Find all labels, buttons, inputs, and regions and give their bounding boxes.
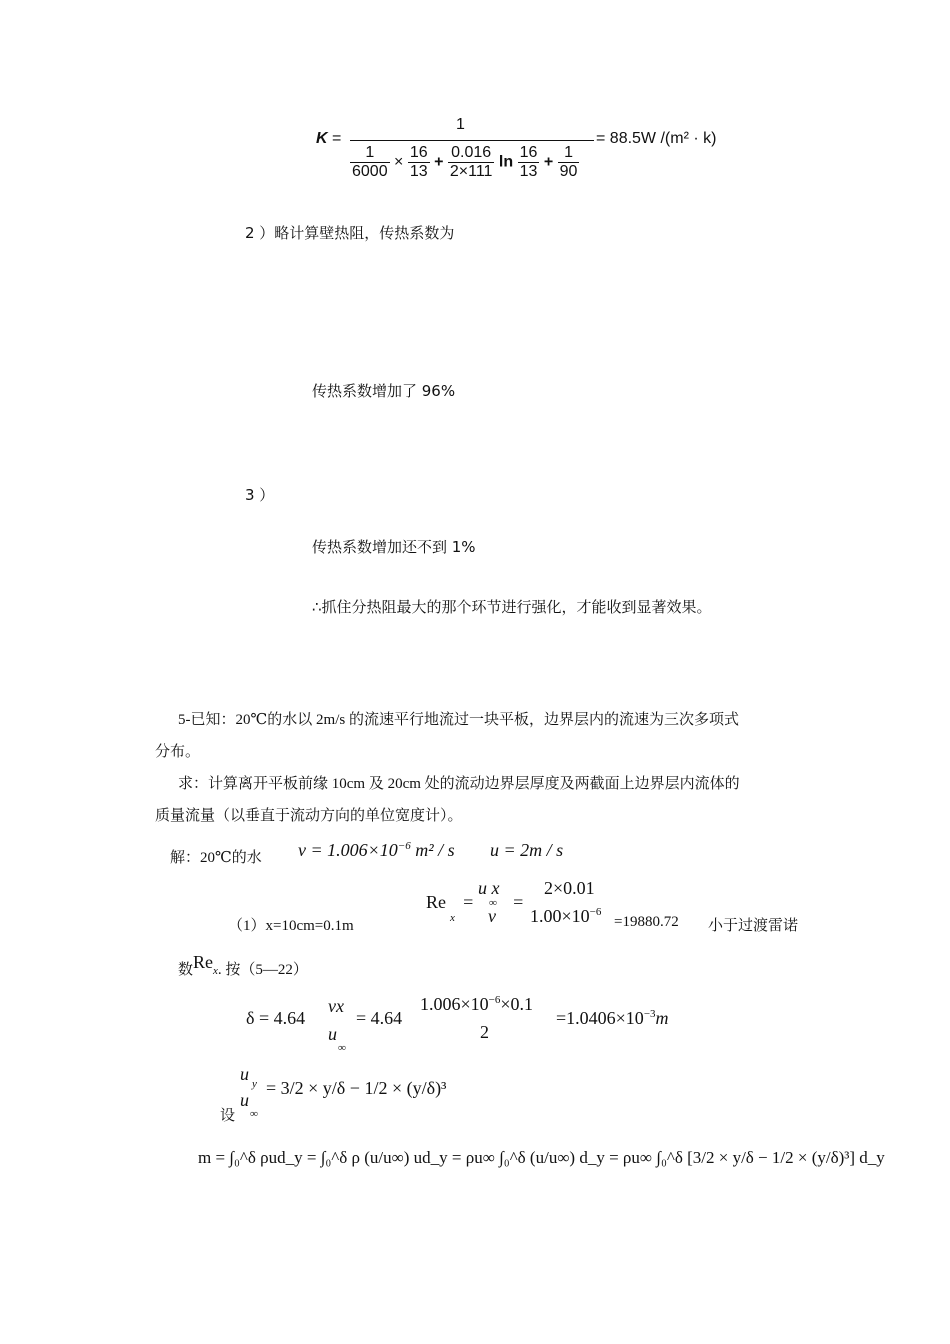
delta-rhs-value: =1.0406×10 [556,1008,644,1028]
profile-lhs-den-sub: ∞ [250,1108,258,1120]
re-den-value: 1.00×10 [530,906,590,926]
profile-lhs-num: u [240,1064,249,1084]
delta-rhs [556,1008,669,1029]
plus-sign: + [434,153,444,171]
re-equals-2: = [512,892,525,912]
term2-num: 16 [409,144,428,161]
delta-mid: = 4.64 [356,1008,403,1028]
delta-rhs-exp: −3 [643,1008,656,1020]
nu-equation [298,840,455,861]
delta-frac-den-sub: ∞ [338,1042,346,1054]
increase-1-text: 传热系数增加还不到 1% [312,538,476,556]
delta-numerator [420,994,533,1015]
re-frac-den: v [488,906,496,926]
re-tail-symbol: Re [193,952,214,972]
re-frac-num: u x [478,878,500,898]
re-symbol [426,892,446,913]
increase-96-text: 传热系数增加了 96% [312,382,456,400]
re-text: Re [426,892,446,912]
k-numerator: 1 [456,116,465,133]
profile-lhs-den: u [240,1090,249,1110]
case-1-label: （1）x=10cm=0.1m [228,918,354,934]
re-tail-prefix: 数 [178,962,194,978]
nu-exponent: −6 [397,840,411,852]
ask-line-2: 质量流量（以垂直于流动方向的单位宽度计）。 [155,808,463,824]
term3-num: 0.016 [451,144,492,161]
k-denominator [350,144,579,181]
delta-frac-den: u [328,1024,337,1044]
item-2-text: 2 ）略计算壁热阻，传热系数为 [245,224,455,242]
delta-lhs: δ = 4.64 [246,1008,306,1028]
delta-num-tail: ×0.1 [500,994,534,1014]
k-symbol: K [316,130,328,147]
term1-num: 1 [365,144,375,161]
re-value: =19880.72 [614,914,679,930]
problem-5-line-1: 5-已知：20℃的水以 2m/s 的流速平行地流过一块平板，边界层内的流速为三次多项式 [178,712,739,728]
term5-den: 90 [559,163,578,180]
re-den-exponent: −6 [589,906,602,918]
term3-den: 2×111 [449,163,493,180]
term4-num: 16 [519,144,538,161]
nu-unit: m² / s [415,840,455,860]
re-tail-suffix: . 按（5—22） [217,962,308,978]
delta-num-exp: −6 [488,994,501,1006]
item-3-text: 3 ） [245,486,275,504]
plus-sign-2: + [543,153,554,171]
term4-den: 13 [519,163,538,180]
term2-den: 13 [409,163,428,180]
conclusion-text: ∴抓住分热阻最大的那个环节进行强化，才能收到显著效果。 [312,598,712,616]
term5-num: 1 [564,144,573,161]
re-subscript: x [450,912,455,924]
term1-den: 6000 [352,163,388,180]
nu-value: v = 1.006×10 [298,840,398,860]
times-sign: × [394,153,404,171]
problem-5-line-2: 分布。 [155,744,201,760]
re-frac-num-sub: ∞ [489,897,497,909]
equals-sign: = [332,130,342,147]
delta-rhs-unit: m [655,1008,669,1028]
mass-flow-equation: m = ∫₀^δ ρud_y = ∫₀^δ ρ (u/u∞) ud_y = ρu∞ ∫₀^δ (u/u∞) d_y = ρu∞ ∫₀^δ [3/2 × y/δ − 1/2 × (y/δ)³] d_y [198,1148,885,1167]
u-equation: u = 2m / s [490,840,564,860]
re-tail-sub: x [213,965,218,977]
k-fraction-bar [350,140,594,141]
ask-line-1: 求：计算离开平板前缘 10cm 及 20cm 处的流动边界层厚度及两截面上边界层内流体的 [178,776,740,792]
solution-label: 解：20℃的水 [170,850,262,866]
delta-denominator: 2 [480,1022,489,1042]
re-numerator: 2×0.01 [544,878,595,898]
profile-rhs: = 3/2 × y/δ − 1/2 × (y/δ)³ [266,1078,447,1098]
delta-frac-num: vx [328,996,344,1016]
set-label: 设 [220,1108,236,1124]
re-tail [178,952,308,979]
k-result: = 88.5W /(m² · k) [596,130,717,147]
profile-lhs-num-sub: y [252,1078,257,1090]
re-note: 小于过渡雷诺 [708,918,799,934]
re-equals: = [462,892,475,912]
re-denominator [530,906,601,927]
ln-symbol: ln [498,153,514,171]
delta-num-value: 1.006×10 [420,994,489,1014]
